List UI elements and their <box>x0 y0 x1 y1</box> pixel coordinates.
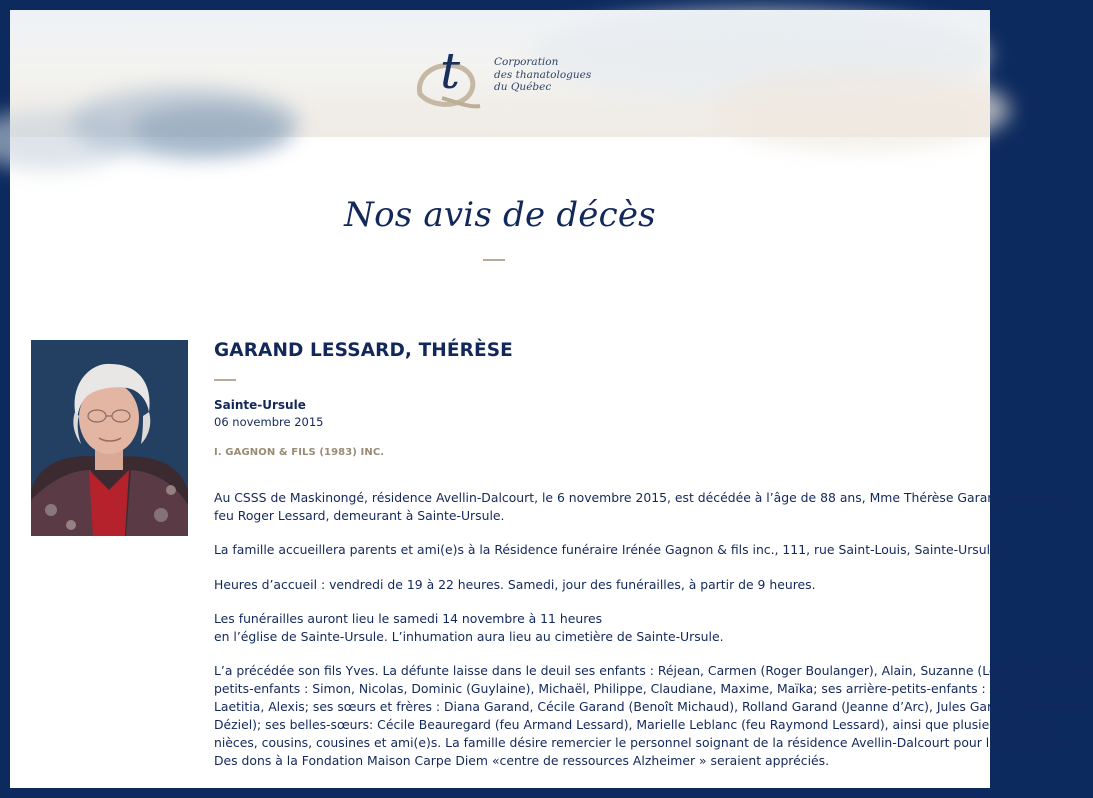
notice-paragraph <box>214 610 964 646</box>
site-logo[interactable] <box>412 36 592 116</box>
logo-line: du Québec <box>494 81 552 93</box>
page-frame <box>10 10 1093 788</box>
deceased-name: GARAND LESSARD, THÉRÈSE <box>214 340 513 361</box>
paragraph-line: petits-enfants : Simon, Nicolas, Dominic (Guylaine), Michaël, Philippe, Claudiane, Maxime, Maïka; ses arrière-petits-enfants : Alyssa, <box>214 681 1034 696</box>
name-divider <box>214 379 236 381</box>
funeral-home-link[interactable]: I. GAGNON & FILS (1983) INC. <box>214 447 385 458</box>
portrait-image <box>31 340 188 536</box>
logo-letter: t <box>440 42 461 100</box>
paragraph-line: nièces, cousins, cousines et ami(e)s. La famille désire remercier le personnel soignant de la résidence Avellin-Dalcourt pour les bons soins. <box>214 735 1077 750</box>
paragraph-line: La famille accueillera parents et ami(e)s à la Résidence funéraire Irénée Gagnon & fils inc., 111, rue Saint-Louis, Sainte-Ursule. <box>214 542 1002 557</box>
paragraph-line: L’a précédée son fils Yves. La défunte laisse dans le deuil ses enfants : Réjean, Carmen (Roger Boulanger), Alain, Suzanne (Lévis Tessier); ses <box>214 663 1093 678</box>
cloud-decoration <box>130 105 290 155</box>
paragraph-line: en l’église de Sainte-Ursule. L’inhumation aura lieu au cimetière de Sainte-Ursule. <box>214 629 724 644</box>
notice-paragraph <box>214 576 964 594</box>
logo-line: Corporation <box>494 56 559 68</box>
paragraph-line: Des dons à la Fondation Maison Carpe Diem «centre de ressources Alzheimer » seraient appréciés. <box>214 753 830 768</box>
notice-paragraph <box>214 662 1093 770</box>
logo-line: des thanatologues <box>494 68 592 81</box>
paragraph-line: Heures d’accueil : vendredi de 19 à 22 heures. Samedi, jour des funérailles, à partir de 9 heures. <box>214 577 816 592</box>
deceased-photo <box>31 340 188 536</box>
notice-date: 06 novembre 2015 <box>214 415 324 429</box>
cloud-decoration <box>710 70 1010 150</box>
logo-text <box>494 56 591 94</box>
notice-paragraph <box>214 541 1002 559</box>
paragraph-line: Au CSSS de Maskinongé, résidence Avellin-Dalcourt, le 6 novembre 2015, est décédée à l’âge de 88 ans, Mme Thérèse Garand, épouse de <box>214 490 1076 505</box>
notice-paragraph <box>214 489 1076 525</box>
logo-mark-icon <box>412 36 482 110</box>
paragraph-line: feu Roger Lessard, demeurant à Sainte-Ursule. <box>214 508 505 523</box>
paragraph-line: Laetitia, Alexis; ses sœurs et frères : Diana Garand, Cécile Garand (Benoît Michaud), Rolland Garand (Jeanne d’Arc), Jules Garand (Jeannette <box>214 699 1084 714</box>
title-divider <box>483 259 505 261</box>
page-title: Nos avis de décès <box>344 195 656 235</box>
notice-city: Sainte-Ursule <box>214 398 306 412</box>
paragraph-line: Déziel); ses belles-sœurs: Cécile Beauregard (feu Armand Lessard), Marielle Leblanc (feu Raymond Lessard), ainsi que plusieurs neveux, <box>214 717 1063 732</box>
paragraph-line: Les funérailles auront lieu le samedi 14 novembre à 11 heures <box>214 611 603 626</box>
header-banner <box>10 10 990 137</box>
